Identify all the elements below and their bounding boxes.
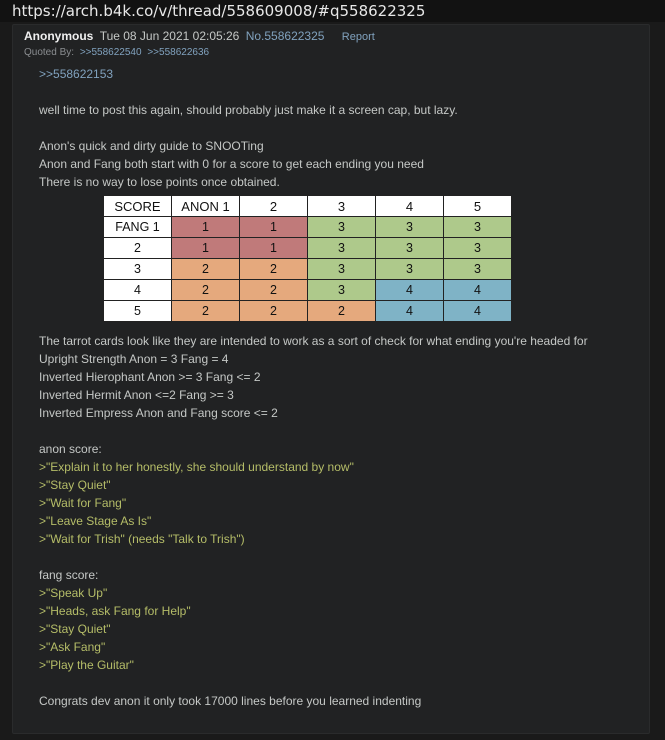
post-text-line: Inverted Hermit Anon <=2 Fang >= 3	[39, 388, 234, 402]
score-table	[103, 195, 512, 322]
score-table-cell: 3	[376, 238, 444, 259]
address-bar[interactable]: https://arch.b4k.co/v/thread/558609008/#q558622325	[0, 0, 665, 22]
score-table-cell: 2	[308, 301, 376, 322]
score-table-cell: 2	[172, 280, 240, 301]
post-text-line: Congrats dev anon it only took 17000 lines before you learned indenting	[39, 694, 422, 708]
score-table-cell: 1	[240, 238, 308, 259]
score-table-header-cell: 5	[444, 196, 512, 217]
greentext-line: >"Heads, ask Fang for Help"	[39, 604, 191, 618]
quoted-by-link[interactable]: >>558622636	[147, 47, 210, 58]
score-table-header-cell: 2	[240, 196, 308, 217]
score-table-cell: 4	[444, 301, 512, 322]
score-table-cell: 3	[444, 217, 512, 238]
greentext-line: >"Ask Fang"	[39, 640, 106, 654]
greentext-line: >"Wait for Fang"	[39, 496, 127, 510]
post-text-line: Inverted Empress Anon and Fang score <= 2	[39, 406, 278, 420]
score-table-cell: 3	[376, 259, 444, 280]
post-text-line: There is no way to lose points once obtained.	[39, 175, 280, 189]
poster-name: Anonymous	[24, 29, 94, 43]
score-table-row-label: 4	[104, 280, 172, 301]
post-text-line: Inverted Hierophant Anon >= 3 Fang <= 2	[39, 370, 261, 384]
score-table-cell: 2	[240, 301, 308, 322]
score-table-row	[104, 259, 512, 280]
score-table-row	[104, 280, 512, 301]
reply-quote-link[interactable]: >>558622153	[39, 67, 114, 81]
score-table-row	[104, 217, 512, 238]
post-text-line: well time to post this again, should probably just make it a screen cap, but lazy.	[39, 103, 458, 117]
score-table-header-cell: ANON 1	[172, 196, 240, 217]
quoted-by-label: Quoted By:	[24, 47, 75, 58]
post-number-link[interactable]: No.558622325	[245, 29, 325, 43]
greentext-line: >"Play the Guitar"	[39, 658, 134, 672]
score-table-header-cell: 3	[308, 196, 376, 217]
greentext-line: >"Wait for Trish" (needs "Talk to Trish")	[39, 532, 245, 546]
score-table-row-label: FANG 1	[104, 217, 172, 238]
score-table-cell: 2	[172, 301, 240, 322]
post-date: Tue 08 Jun 2021 02:05:26	[99, 29, 240, 43]
greentext-line: >"Speak Up"	[39, 586, 108, 600]
score-table-header-cell: 4	[376, 196, 444, 217]
score-table-row-label: 3	[104, 259, 172, 280]
score-table-cell: 2	[240, 259, 308, 280]
score-table-header-row	[104, 196, 512, 217]
greentext-line: >"Stay Quiet"	[39, 622, 111, 636]
post-header	[24, 29, 375, 43]
greentext-line: >"Stay Quiet"	[39, 478, 111, 492]
post-text-line: Anon and Fang both start with 0 for a score to get each ending you need	[39, 157, 424, 171]
score-table-row-label: 5	[104, 301, 172, 322]
score-table-header-cell: SCORE	[104, 196, 172, 217]
score-table-cell: 3	[308, 259, 376, 280]
score-table-cell: 2	[172, 259, 240, 280]
score-table-cell: 1	[172, 238, 240, 259]
score-table-cell: 4	[376, 301, 444, 322]
score-table-row	[104, 301, 512, 322]
report-link[interactable]: Report	[341, 31, 375, 43]
post-text-line: anon score:	[39, 442, 102, 456]
score-table-cell: 2	[240, 280, 308, 301]
post-text-line: Upright Strength Anon = 3 Fang = 4	[39, 352, 229, 366]
score-table-cell: 3	[308, 217, 376, 238]
score-table-cell: 3	[376, 217, 444, 238]
post-text-line: The tarrot cards look like they are intended to work as a sort of check for what ending you're headed for	[39, 334, 588, 348]
score-table-cell: 3	[444, 238, 512, 259]
post-body	[39, 65, 647, 710]
post-text-line: Anon's quick and dirty guide to SNOOTing	[39, 139, 264, 153]
score-table-cell: 3	[308, 280, 376, 301]
score-table-cell: 1	[172, 217, 240, 238]
score-table-cell: 4	[376, 280, 444, 301]
score-table-cell: 3	[444, 259, 512, 280]
score-table-image	[103, 195, 647, 322]
score-table-cell: 3	[308, 238, 376, 259]
quoted-by-link[interactable]: >>558622540	[79, 47, 142, 58]
quoted-by	[24, 47, 209, 58]
greentext-line: >"Explain it to her honestly, she should understand by now"	[39, 460, 354, 474]
post-container	[12, 24, 650, 734]
score-table-row-label: 2	[104, 238, 172, 259]
score-table-row	[104, 238, 512, 259]
score-table-cell: 4	[444, 280, 512, 301]
score-table-cell: 1	[240, 217, 308, 238]
greentext-line: >"Leave Stage As Is"	[39, 514, 152, 528]
post-text-line: fang score:	[39, 568, 99, 582]
